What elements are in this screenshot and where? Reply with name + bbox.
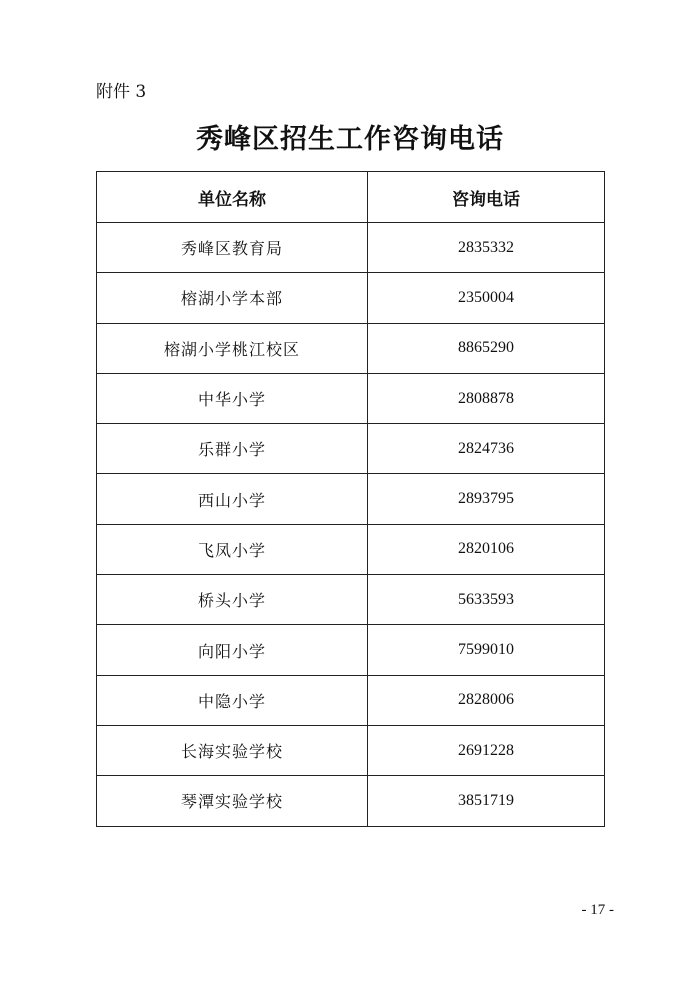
phone-cell: 2835332: [368, 223, 605, 273]
phone-cell: 8865290: [368, 323, 605, 373]
phone-cell: 2824736: [368, 424, 605, 474]
unit-name-cell: 飞凤小学: [97, 524, 368, 574]
phone-cell: 7599010: [368, 625, 605, 675]
table-row: [97, 474, 605, 524]
unit-name-cell: 桥头小学: [97, 575, 368, 625]
phone-cell: 2350004: [368, 273, 605, 323]
unit-name-cell: 榕湖小学桃江校区: [97, 323, 368, 373]
phone-cell: 2820106: [368, 524, 605, 574]
unit-name-cell: 琴潭实验学校: [97, 776, 368, 826]
table-row: [97, 524, 605, 574]
page-title: 秀峰区招生工作咨询电话: [196, 124, 504, 155]
table-row: [97, 223, 605, 273]
phone-cell: 5633593: [368, 575, 605, 625]
phone-cell: 2691228: [368, 725, 605, 775]
phone-cell: 2808878: [368, 373, 605, 423]
table-row: [97, 273, 605, 323]
attachment-label: 附件 3: [96, 82, 147, 102]
contact-table: [96, 171, 605, 827]
table-row: [97, 625, 605, 675]
unit-name-cell: 向阳小学: [97, 625, 368, 675]
unit-name-cell: 长海实验学校: [97, 725, 368, 775]
table-row: [97, 373, 605, 423]
phone-cell: 2828006: [368, 675, 605, 725]
phone-cell: 2893795: [368, 474, 605, 524]
unit-name-cell: 秀峰区教育局: [97, 223, 368, 273]
table-header-row: [97, 172, 605, 223]
column-header-phone: 咨询电话: [368, 172, 605, 223]
unit-name-cell: 乐群小学: [97, 424, 368, 474]
table-row: [97, 725, 605, 775]
table-row: [97, 424, 605, 474]
unit-name-cell: 中华小学: [97, 373, 368, 423]
unit-name-cell: 西山小学: [97, 474, 368, 524]
column-header-unit-name: 单位名称: [97, 172, 368, 223]
table-row: [97, 675, 605, 725]
unit-name-cell: 中隐小学: [97, 675, 368, 725]
table-row: [97, 323, 605, 373]
phone-cell: 3851719: [368, 776, 605, 826]
table-row: [97, 575, 605, 625]
page-number: - 17 -: [581, 902, 614, 918]
unit-name-cell: 榕湖小学本部: [97, 273, 368, 323]
table-row: [97, 776, 605, 826]
